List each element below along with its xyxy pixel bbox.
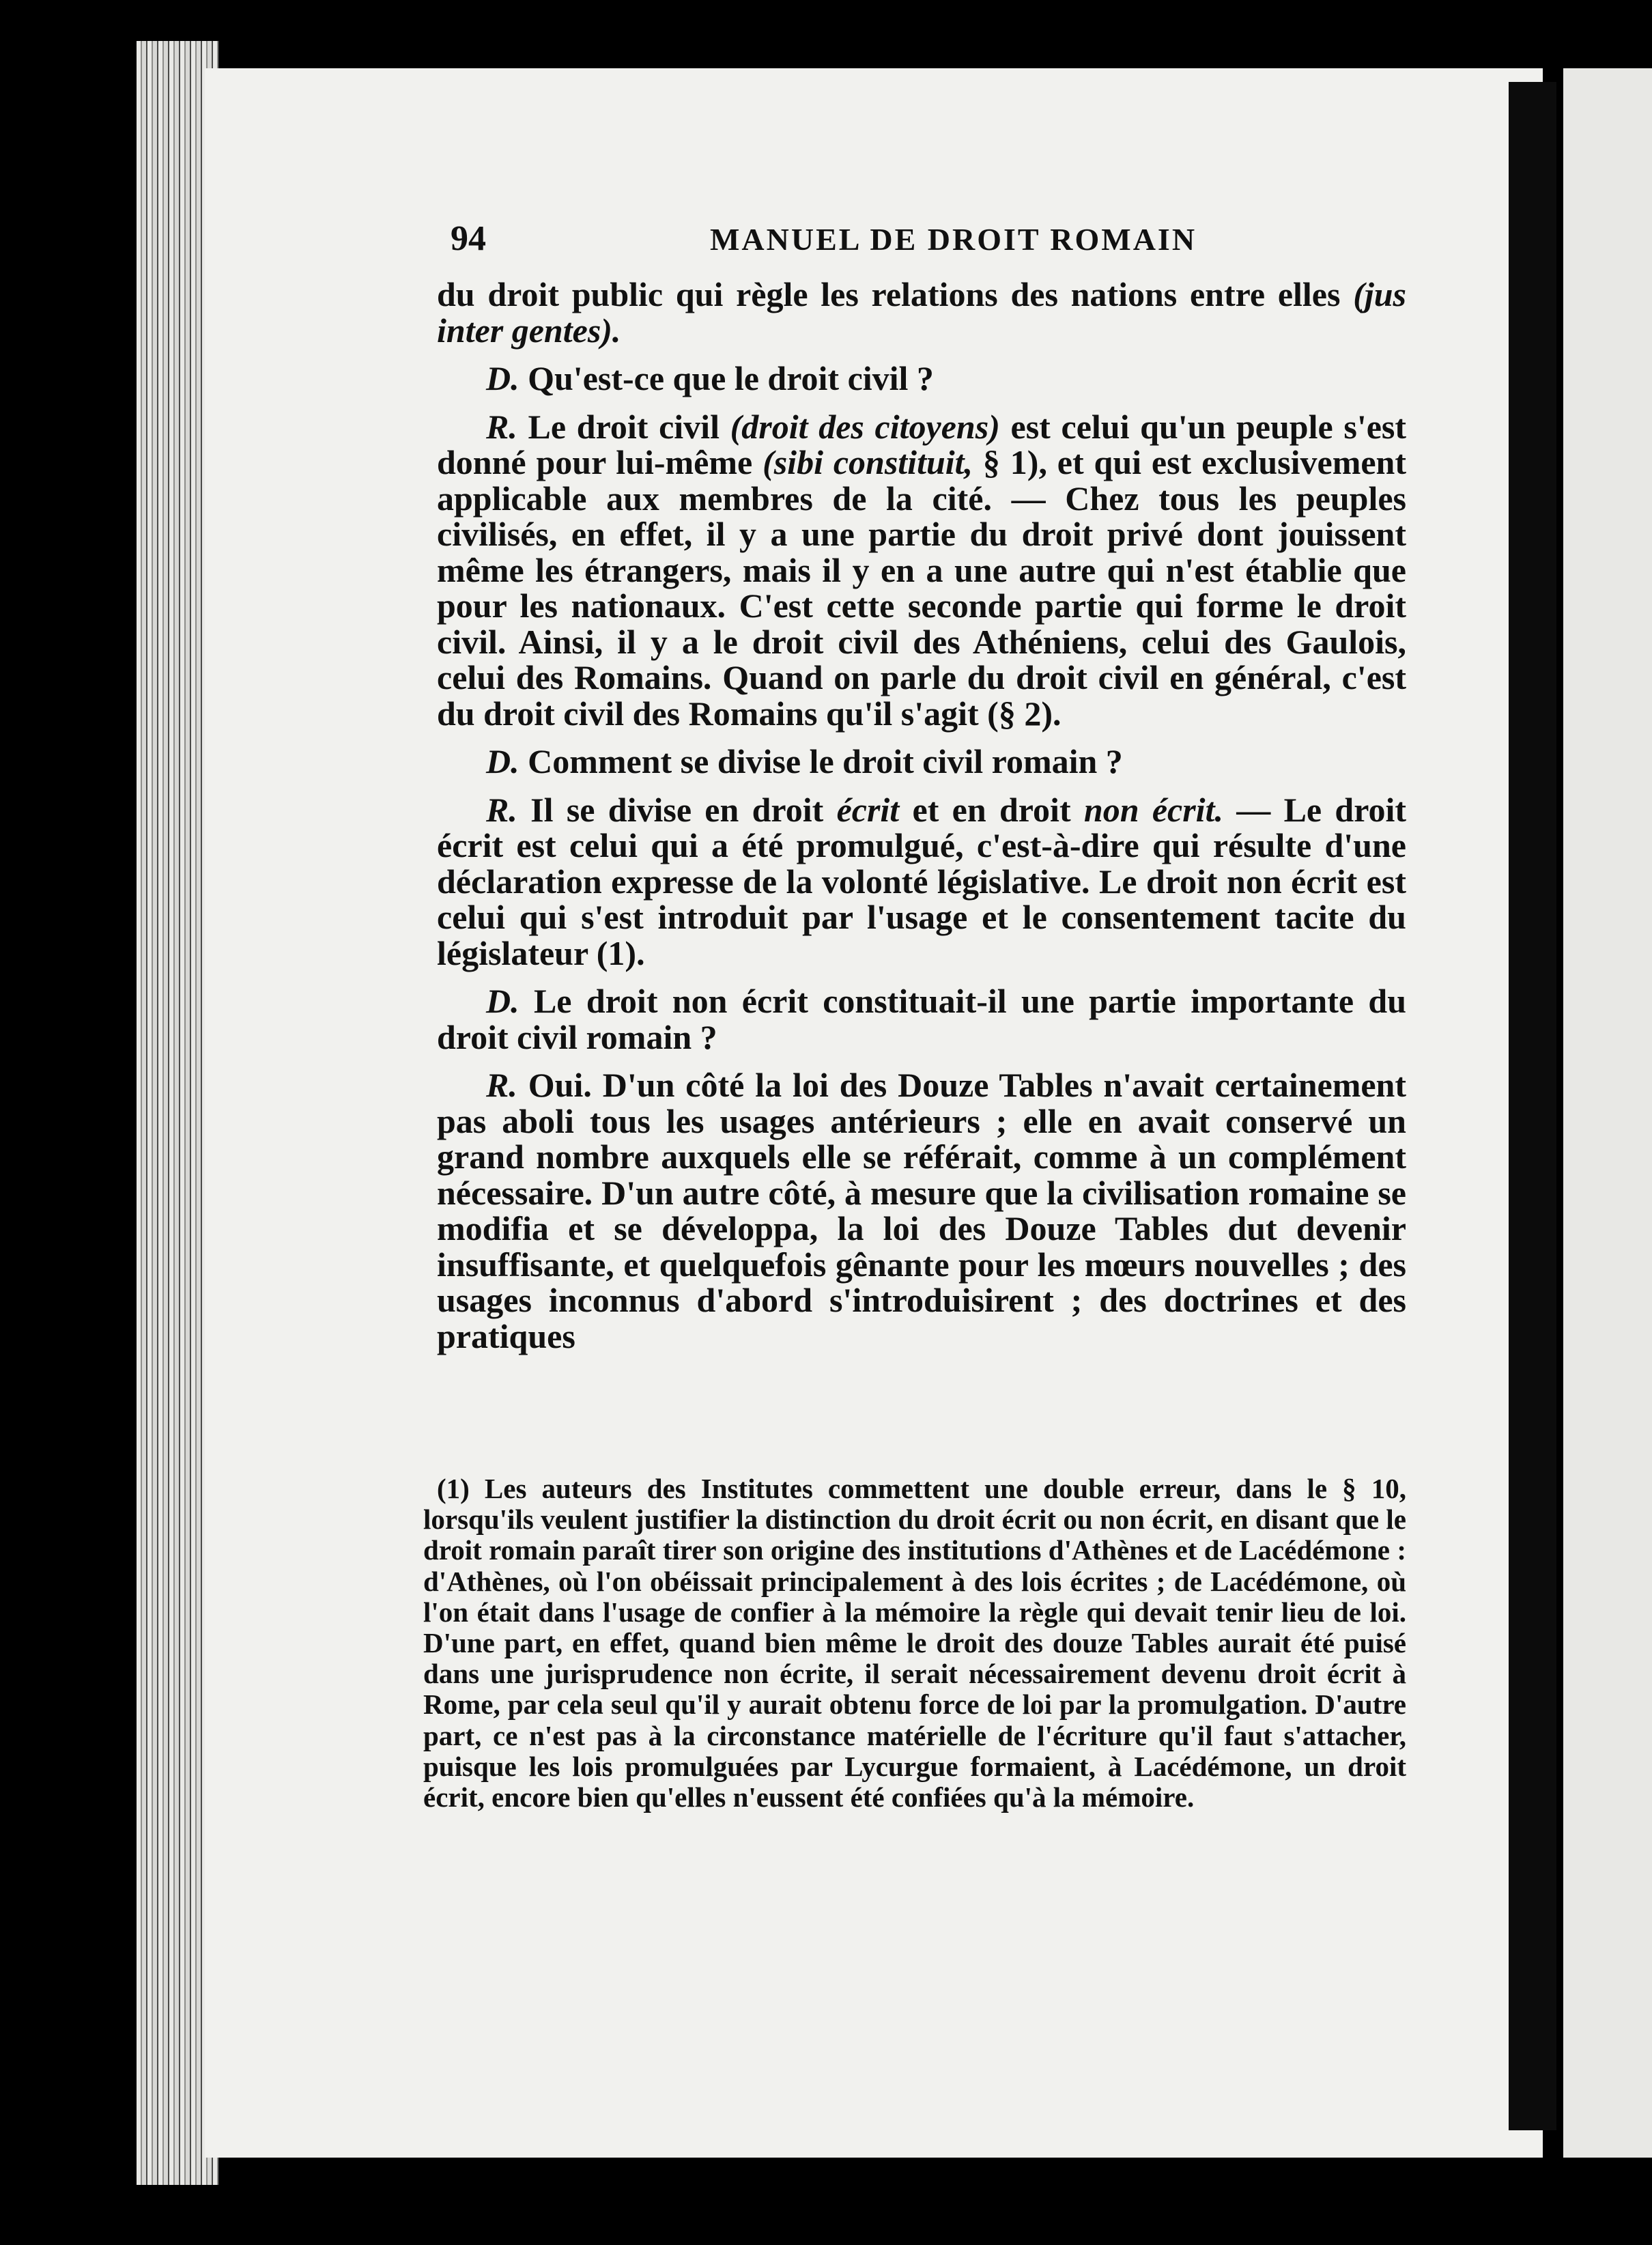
footnote [423, 1473, 1406, 1813]
speaker-label: D. [486, 982, 519, 1020]
speaker-label: R. [486, 790, 517, 829]
running-title: MANUEL DE DROIT ROMAIN [710, 222, 1197, 257]
answer: R. Il se divise en droit écrit et en droit non écrit. — Le droit écrit est celui qui a été promulgué, c'est-à-dire qui résulte d'une déclaration expresse de la volonté législative. Le droit non écrit est celui qui s'est introduit par l'usage et le consentement tacite du législateur (1). [437, 790, 1407, 972]
body-text [437, 277, 1406, 1366]
speaker-label: D. [486, 742, 519, 780]
answer: R. Le droit civil (droit des citoyens) est celui qu'un peuple s'est donné pour lui-même (sibi constituit, § 1), et qui est exclusivement applicable aux membres de la cité. — Chez tous les peuples civilisés, en effet, il y a une partie du droit privé dont jouissent même les étrangers, mais il y en a une autre qui n'est établie que pour les nationaux. C'est cette seconde partie qui forme le droit civil. Ainsi, il y a le droit civil des Athéniens, celui des Gaulois, celui des Romains. Quand on parle du droit civil en général, c'est du droit civil des Romains qu'il s'agit (§ 2). [437, 407, 1407, 733]
answer: R. Oui. D'un côté la loi des Douze Tables n'avait certainement pas aboli tous les usages antérieurs ; elle en avait conservé un grand nombre auxquels elle se référait, comme à un complément nécessaire. D'un autre côté, à mesure que la civilisation romaine se modifia et se développa, la loi des Douze Tables dut devenir insuffisante, et quelquefois gênante pour les mœurs nouvelles ; des usages inconnus d'abord s'introduisirent ; des doctrines et des pratiques [437, 1066, 1407, 1355]
speaker-label: R. [486, 407, 517, 446]
speaker-label: D. [486, 359, 519, 397]
question: D. Le droit non écrit constituait-il une partie importante du droit civil romain ? [437, 982, 1406, 1056]
paragraph: du droit public qui règle les relations des nations entre elles (jus inter gentes). [437, 275, 1407, 350]
footnote-text: (1) Les auteurs des Institutes commettent une double erreur, dans le § 10, lorsqu'ils veulent justifier la distinction du droit écrit ou non écrit, en disant que le droit romain paraît tirer son origine des institutions d'Athènes et de Lacédémone : d'Athènes, où l'on obéissait principalement à des lois écrites ; de Lacédémone, où l'on était dans l'usage de confier à la mémoire la règle qui devait tenir lieu de loi. D'une part, en effet, quand bien même le droit des douze Tables aurait été puisé dans une jurisprudence non écrite, il serait nécessairement devenu droit écrit à Rome, par cela seul qu'il y aurait obtenu force de loi par la promulgation. D'autre part, ce n'est pas à la circonstance matérielle de l'écriture qu'il faut s'attacher, puisque les lois promulguées par Lycurgue formaient, à Lacédémone, un droit écrit, encore bien qu'elles n'eussent été confiées qu'à la mémoire. [423, 1473, 1406, 1813]
speaker-label: R. [486, 1066, 517, 1104]
question: D. Comment se divise le droit civil romain ? [486, 742, 1123, 780]
book-gutter [1509, 82, 1556, 2130]
question: D. Qu'est-ce que le droit civil ? [486, 359, 934, 397]
facing-page-edge [1563, 68, 1652, 2158]
page-number: 94 [451, 219, 486, 258]
